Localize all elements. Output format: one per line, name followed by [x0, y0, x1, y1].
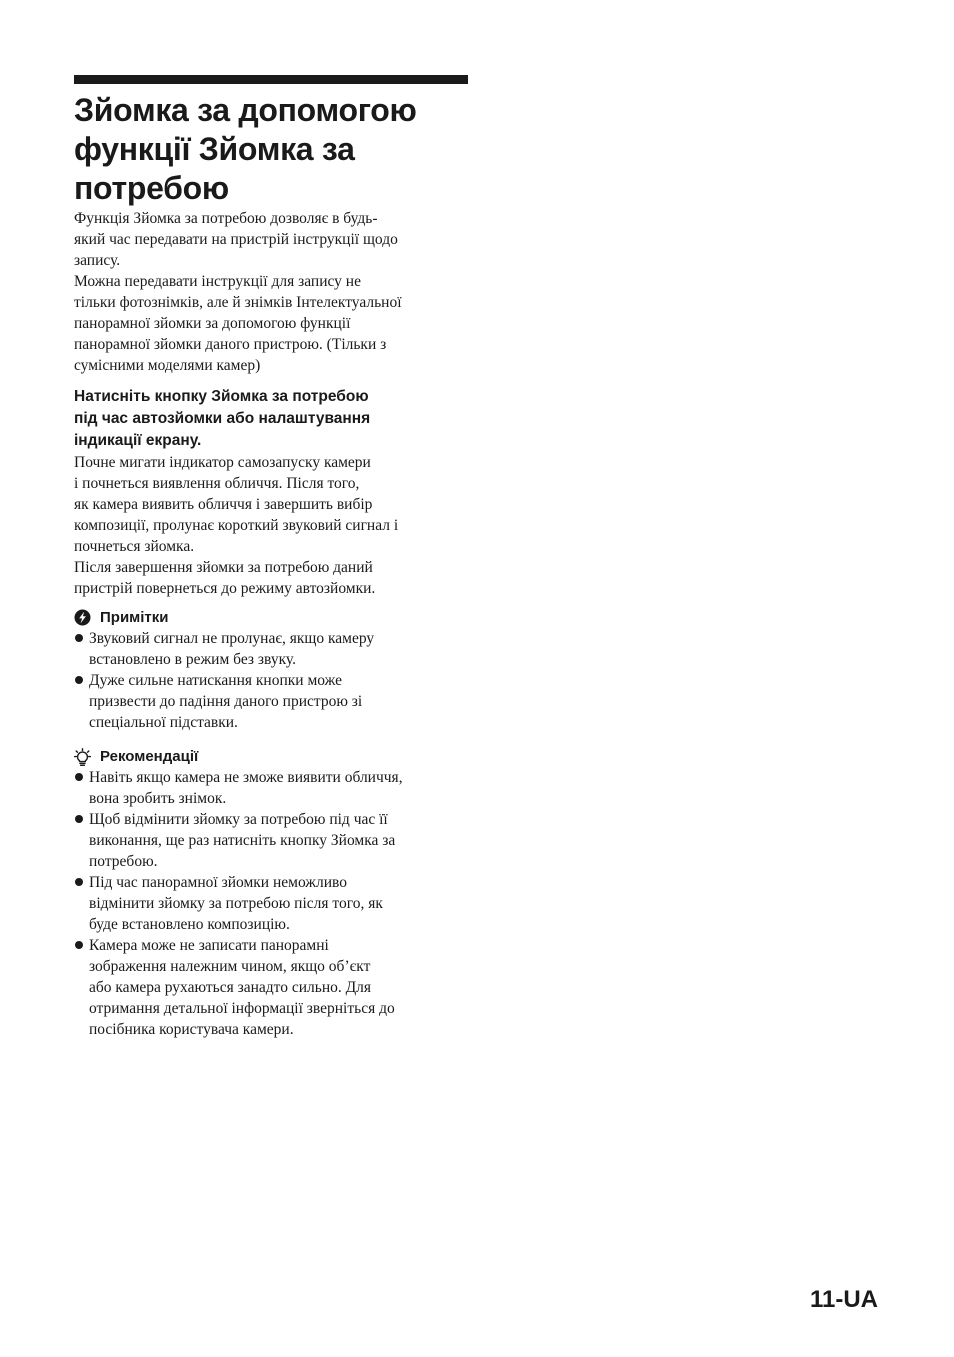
step-body: Почне мигати індикатор самозапуску камери і почнеться виявлення обличчя. Після того, як камера виявить обличчя і завершить вибір композиції, пролунає короткий звуковий сигнал і почнеться зйомка. Після завершення зйомки за потребою даний пристрій повернеться до режиму автозйомки.: [74, 454, 399, 597]
title-rule: [74, 75, 468, 84]
lightbulb-icon: [74, 748, 91, 765]
list-item: Навіть якщо камера не зможе виявити обличчя, вона зробить знімок.: [74, 767, 468, 809]
tips-heading-label: Рекомендації: [100, 748, 199, 765]
intro-paragraph: Функція Зйомка за потребою дозволяє в будь- який час передавати на пристрій інструкції щодо запису. Можна передавати інструкції для запису не тільки фотознімків, але й знімків Інтелектуальної панорамної зйомки за допомогою функції панорамної зйомки даного пристрою. (Тільки з сумісними моделями камер): [74, 210, 402, 374]
step-heading: Натисніть кнопку Зйомка за потребою під час автозйомки або налаштування індикації екрану.: [74, 388, 371, 449]
tips-heading: [74, 746, 468, 767]
notes-heading-label: Примітки: [100, 609, 169, 626]
list-item: Дуже сильне натискання кнопки може призвести до падіння даного пристрою зі спеціальної підставки.: [74, 670, 468, 733]
list-item: Звуковий сигнал не пролунає, якщо камеру встановлено в режим без звуку.: [74, 628, 468, 670]
list-item: Під час панорамної зйомки неможливо відмінити зйомку за потребою після того, як буде встановлено композицію.: [74, 872, 468, 935]
page-number: 11-UA: [809, 1286, 878, 1313]
notes-heading: [74, 607, 468, 628]
main-column: [74, 75, 468, 1040]
list-item: Щоб відмінити зйомку за потребою під час її виконання, ще раз натисніть кнопку Зйомка за потребою.: [74, 809, 468, 872]
page-title: Зйомка за допомогою функції Зйомка за потребою: [74, 92, 417, 206]
list-item: Камера може не записати панорамні зображення належним чином, якщо об’єкт або камера рухаються занадто сильно. Для отримання детальної інформації зверніться до посібника користувача камери.: [74, 935, 468, 1040]
notes-list: [74, 628, 468, 733]
caution-icon: [74, 609, 91, 626]
tips-list: [74, 767, 468, 1040]
